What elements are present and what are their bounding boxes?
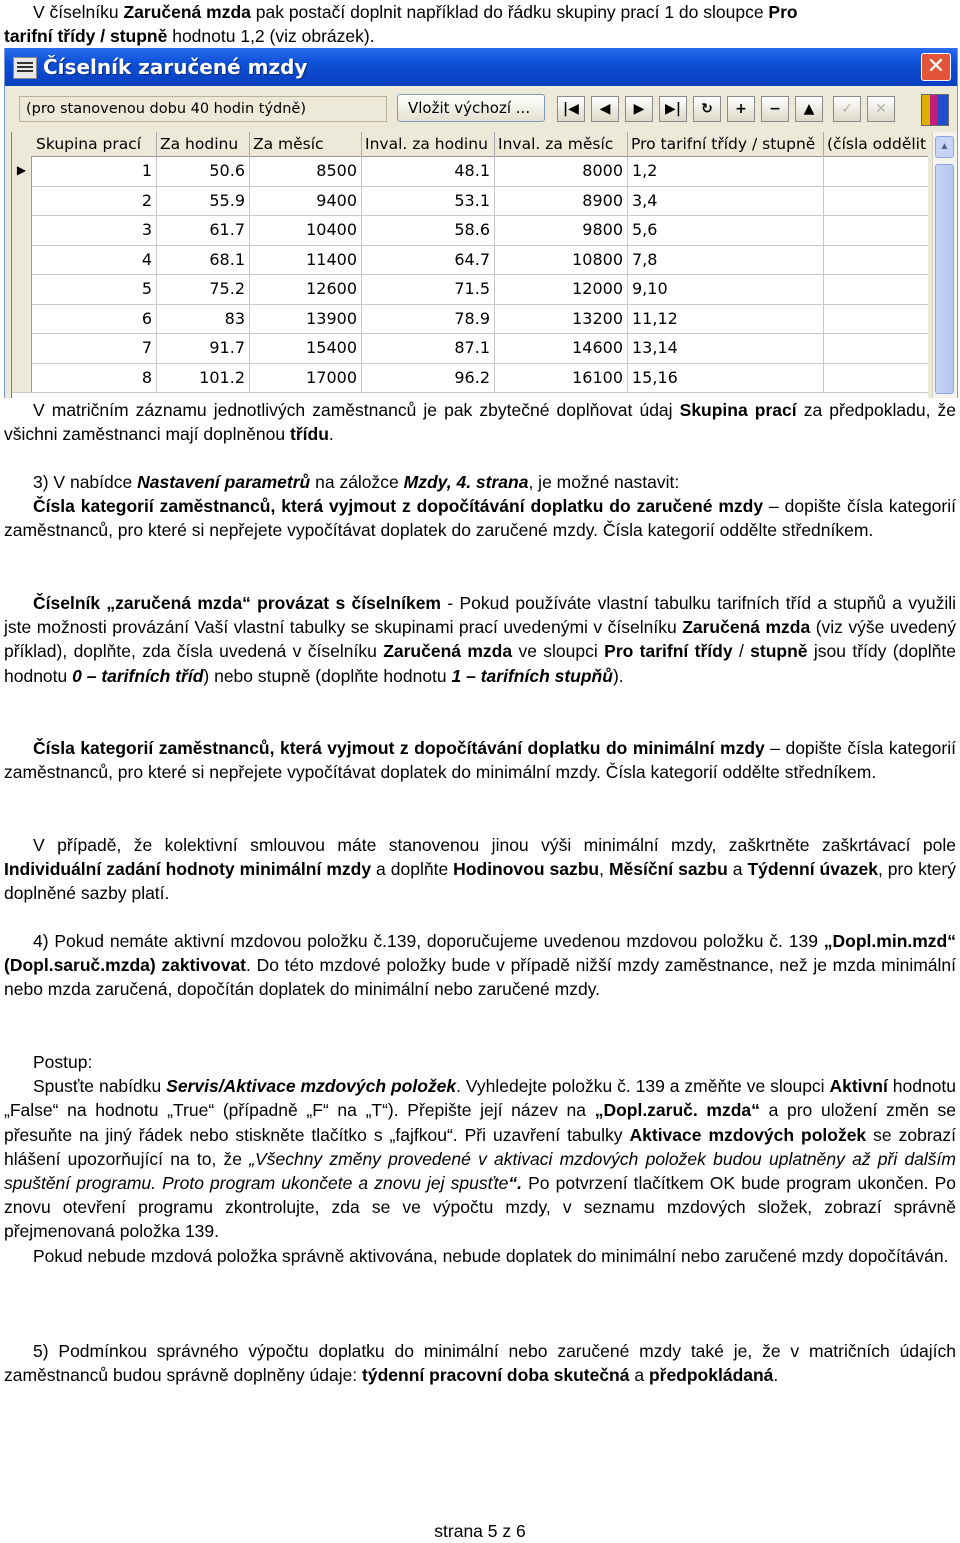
col-header-skupina[interactable]: Skupina prací [12, 132, 157, 156]
table-cell[interactable]: 64.7 [362, 245, 495, 275]
table-cell[interactable]: 1 [32, 156, 157, 186]
col-header-tarifni-tridy[interactable]: Pro tarifní třídy / stupně [628, 132, 824, 156]
table-row[interactable] [12, 156, 928, 187]
table-cell[interactable]: 8 [32, 363, 157, 393]
table-cell-empty[interactable] [824, 245, 928, 275]
table-cell[interactable]: 11400 [250, 245, 362, 275]
wage-grid [11, 132, 928, 398]
row-selector[interactable] [12, 274, 32, 304]
collective-paragraph: V případě, že kolektivní smlouvou máte stanovenou jinou výši minimální mzdy, zaškrtněte zaškrtávací pole Individuální zadání hodnoty minimální mzdy a doplňte Hodinovou sazbu, Měsíční sazbu a Týdenní úvazek, pro který doplněné sazby platí. [4, 835, 956, 904]
table-cell[interactable]: 91.7 [157, 333, 250, 363]
table-cell[interactable]: 75.2 [157, 274, 250, 304]
table-row[interactable] [12, 274, 928, 305]
table-cell[interactable]: 9,10 [628, 274, 824, 304]
row-selector[interactable] [12, 363, 32, 393]
postup-label: Postup: [33, 1052, 93, 1072]
grid-header [12, 132, 928, 157]
table-cell[interactable]: 8900 [495, 186, 628, 216]
table-cell[interactable]: 11,12 [628, 304, 824, 334]
table-cell[interactable]: 12000 [495, 274, 628, 304]
table-row[interactable] [12, 304, 928, 335]
close-icon[interactable]: ✕ [921, 53, 951, 81]
table-cell-empty[interactable] [824, 363, 928, 393]
table-cell[interactable]: 13900 [250, 304, 362, 334]
table-cell[interactable]: 14600 [495, 333, 628, 363]
hours-hint-label: (pro stanovenou dobu 40 hodin týdně) [19, 96, 387, 122]
edit-record-icon[interactable]: ▲ [795, 96, 823, 122]
grid-scrollbar[interactable] [932, 132, 957, 398]
row-selector-current-icon[interactable]: ▶ [12, 156, 32, 186]
scroll-up-icon[interactable]: ▲ [935, 136, 954, 158]
row-selector[interactable] [12, 215, 32, 245]
table-cell[interactable]: 83 [157, 304, 250, 334]
section-3-paragraph: 3) V nabídce Nastavení parametrů na záložce Mzdy, 4. strana, je možné nastavit: Čísla kategorií zaměstnanců, která vyjmout z dopočítávání doplatku do zaručené mzdy – dopište čísla kategorií zaměstnanců, pro které si nepřejete vypočítávat doplatek do zaručené mzdy. Čísla kategorií oddělte středníkem. [4, 472, 956, 541]
table-cell[interactable]: 1,2 [628, 156, 824, 186]
nav-next-icon[interactable]: ▶ [625, 96, 653, 122]
delete-record-icon[interactable]: − [761, 96, 789, 122]
table-cell[interactable]: 50.6 [157, 156, 250, 186]
table-cell[interactable]: 61.7 [157, 215, 250, 245]
table-cell[interactable]: 10400 [250, 215, 362, 245]
col-header-cisla[interactable]: (čísla oddělit [827, 135, 927, 153]
table-row[interactable] [12, 333, 928, 364]
postup-paragraph: Postup: Spusťte nabídku Servis/Aktivace mzdových položek. Vyhledejte položku č. 139 a změňte ve sloupci Aktivní hodnotu „False“ na hodnotu „True“ (případně „F“ na „T“). Přepište její název na „Dopl.zaruč. mzda“ a pro uložení změn se přesuňte na jiný řádek nebo stiskněte tlačítko s „fajfkou“. Při uzavření tabulky Aktivace mzdových položek se zobrazí hlášení upozorňující na to, že „Všechny změny provedené v aktivaci mzdových položek budou uplatněny až při dalším spuštění programu. Proto program ukončete a znovu jej spusťte“. Po potvrzení tlačítkem OK bude program ukončen. Po znovu otevření programu zkontrolujte, zda se ve výpočtu mzdy, v seznamu mzdových složek, zobrazí správně přejmenovaná položka 139. Pokud nebude mzdová položka správně aktivována, nebude doplatek do minimální nebo zaručené mzdy dopočítáván. [4, 1052, 957, 1266]
window-title: Číselník zaručené mzdy [43, 55, 308, 79]
print-icon[interactable] [921, 94, 949, 126]
zarucena-mzda-window [4, 48, 958, 398]
col-header-inval-hodinu[interactable]: Inval. za hodinu [362, 132, 495, 156]
table-row[interactable] [12, 215, 928, 246]
table-cell[interactable]: 15,16 [628, 363, 824, 393]
confirm-icon[interactable]: ✓ [833, 96, 861, 122]
section-4-paragraph: 4) Pokud nemáte aktivní mzdovou položku č.139, doporučujeme uvedenou mzdovou položku č. 139 „Dopl.min.mzd“ (Dopl.saruč.mzda) zaktivovat. Do této mzdové položky bude v případě nižší mzdy zaměstnance, než je mzda minimální nebo mzda zaručená, dopočítán doplatek do minimální nebo zaručené mzdy. [4, 931, 957, 1000]
table-cell[interactable]: 68.1 [157, 245, 250, 275]
min-wage-paragraph: Čísla kategorií zaměstnanců, která vyjmout z dopočítávání doplatku do minimální mzdy – dopište čísla kategorií zaměstnanců, pro které si nepřejete vypočítávat doplatek do minimální mzdy. Čísla kategorií oddělte středníkem. [4, 738, 956, 783]
table-cell-empty[interactable] [824, 304, 928, 334]
intro-paragraph: V číselníku Zaručená mzda pak postačí doplnit například do řádku skupiny prací 1 do sloupce Pro tarifní třídy / stupně hodnotu 1,2 (viz obrázek). [4, 2, 798, 47]
table-cell[interactable]: 6 [32, 304, 157, 334]
table-cell[interactable]: 58.6 [362, 215, 495, 245]
table-cell[interactable]: 16100 [495, 363, 628, 393]
section-5-paragraph: 5) Podmínkou správného výpočtu doplatku do minimální nebo zaručené mzdy také je, že v matričních údajích zaměstnanců budou správně doplněny údaje: týdenní pracovní doba skutečná a předpokládaná. [4, 1341, 956, 1386]
table-cell-empty[interactable] [824, 156, 928, 186]
row-selector[interactable] [12, 333, 32, 363]
cancel-icon[interactable]: ✕ [867, 96, 895, 122]
table-cell-empty[interactable] [824, 274, 928, 304]
table-cell[interactable]: 55.9 [157, 186, 250, 216]
col-header-za-mesic[interactable]: Za měsíc [250, 132, 362, 156]
insert-default-button[interactable]: Vložit výchozí ... [397, 94, 545, 122]
table-cell[interactable]: 5 [32, 274, 157, 304]
row-selector[interactable] [12, 186, 32, 216]
table-cell[interactable]: 8000 [495, 156, 628, 186]
table-cell[interactable]: 101.2 [157, 363, 250, 393]
table-cell[interactable]: 3,4 [628, 186, 824, 216]
table-cell[interactable]: 17000 [250, 363, 362, 393]
col-header-za-hodinu[interactable]: Za hodinu [157, 132, 250, 156]
table-cell[interactable]: 53.1 [362, 186, 495, 216]
table-cell[interactable]: 96.2 [362, 363, 495, 393]
table-cell[interactable]: 7,8 [628, 245, 824, 275]
table-cell[interactable]: 7 [32, 333, 157, 363]
table-cell[interactable]: 13200 [495, 304, 628, 334]
table-row[interactable] [12, 186, 928, 217]
table-cell[interactable]: 4 [32, 245, 157, 275]
matrix-paragraph: V matričním záznamu jednotlivých zaměstnanců je pak zbytečné doplňovat údaj Skupina prací za předpokladu, že všichni zaměstnanci mají doplněnou třídu. [4, 400, 957, 445]
table-cell[interactable]: 9400 [250, 186, 362, 216]
nav-first-icon[interactable]: |◀ [557, 96, 585, 122]
table-cell[interactable]: 5,6 [628, 215, 824, 245]
add-record-icon[interactable]: + [727, 96, 755, 122]
table-cell[interactable]: 48.1 [362, 156, 495, 186]
table-cell[interactable]: 2 [32, 186, 157, 216]
table-row[interactable] [12, 245, 928, 276]
table-cell-empty[interactable] [824, 333, 928, 363]
window-titlebar [5, 48, 957, 86]
window-app-icon [13, 57, 37, 79]
table-cell[interactable]: 87.1 [362, 333, 495, 363]
table-cell[interactable]: 9800 [495, 215, 628, 245]
table-cell[interactable]: 3 [32, 215, 157, 245]
table-cell[interactable]: 10800 [495, 245, 628, 275]
table-cell[interactable]: 12600 [250, 274, 362, 304]
table-cell-empty[interactable] [824, 215, 928, 245]
table-cell[interactable]: 15400 [250, 333, 362, 363]
table-cell[interactable]: 13,14 [628, 333, 824, 363]
table-cell[interactable]: 78.9 [362, 304, 495, 334]
scroll-thumb[interactable] [935, 164, 954, 394]
ciselnik-paragraph: Číselník „zaručená mzda“ provázat s číselníkem - Pokud používáte vlastní tabulku tarifních tříd a stupňů a využili jste možnosti provázání Vaší vlastní tabulky se skupinami prací uvedenými v číselníku Zaručená mzda (viz výše uvedený příklad), doplňte, zda čísla uvedená v číselníku Zaručená mzda ve sloupci Pro tarifní třídy / stupně jsou třídy (doplňte hodnotu 0 – tarifních tříd) nebo stupně (doplňte hodnotu 1 – tarifních stupňů). [4, 593, 957, 686]
table-cell[interactable]: 71.5 [362, 274, 495, 304]
nav-last-icon[interactable]: ▶| [659, 96, 687, 122]
table-cell-empty[interactable] [824, 186, 928, 216]
col-header-inval-mesic[interactable]: Inval. za měsíc [495, 132, 628, 156]
row-selector[interactable] [12, 245, 32, 275]
table-cell[interactable]: 8500 [250, 156, 362, 186]
nav-prev-icon[interactable]: ◀ [591, 96, 619, 122]
refresh-icon[interactable]: ↻ [693, 96, 721, 122]
table-row[interactable] [12, 363, 928, 394]
window-toolbar [5, 86, 957, 132]
row-selector[interactable] [12, 304, 32, 334]
page-footer: strana 5 z 6 [434, 1521, 526, 1541]
